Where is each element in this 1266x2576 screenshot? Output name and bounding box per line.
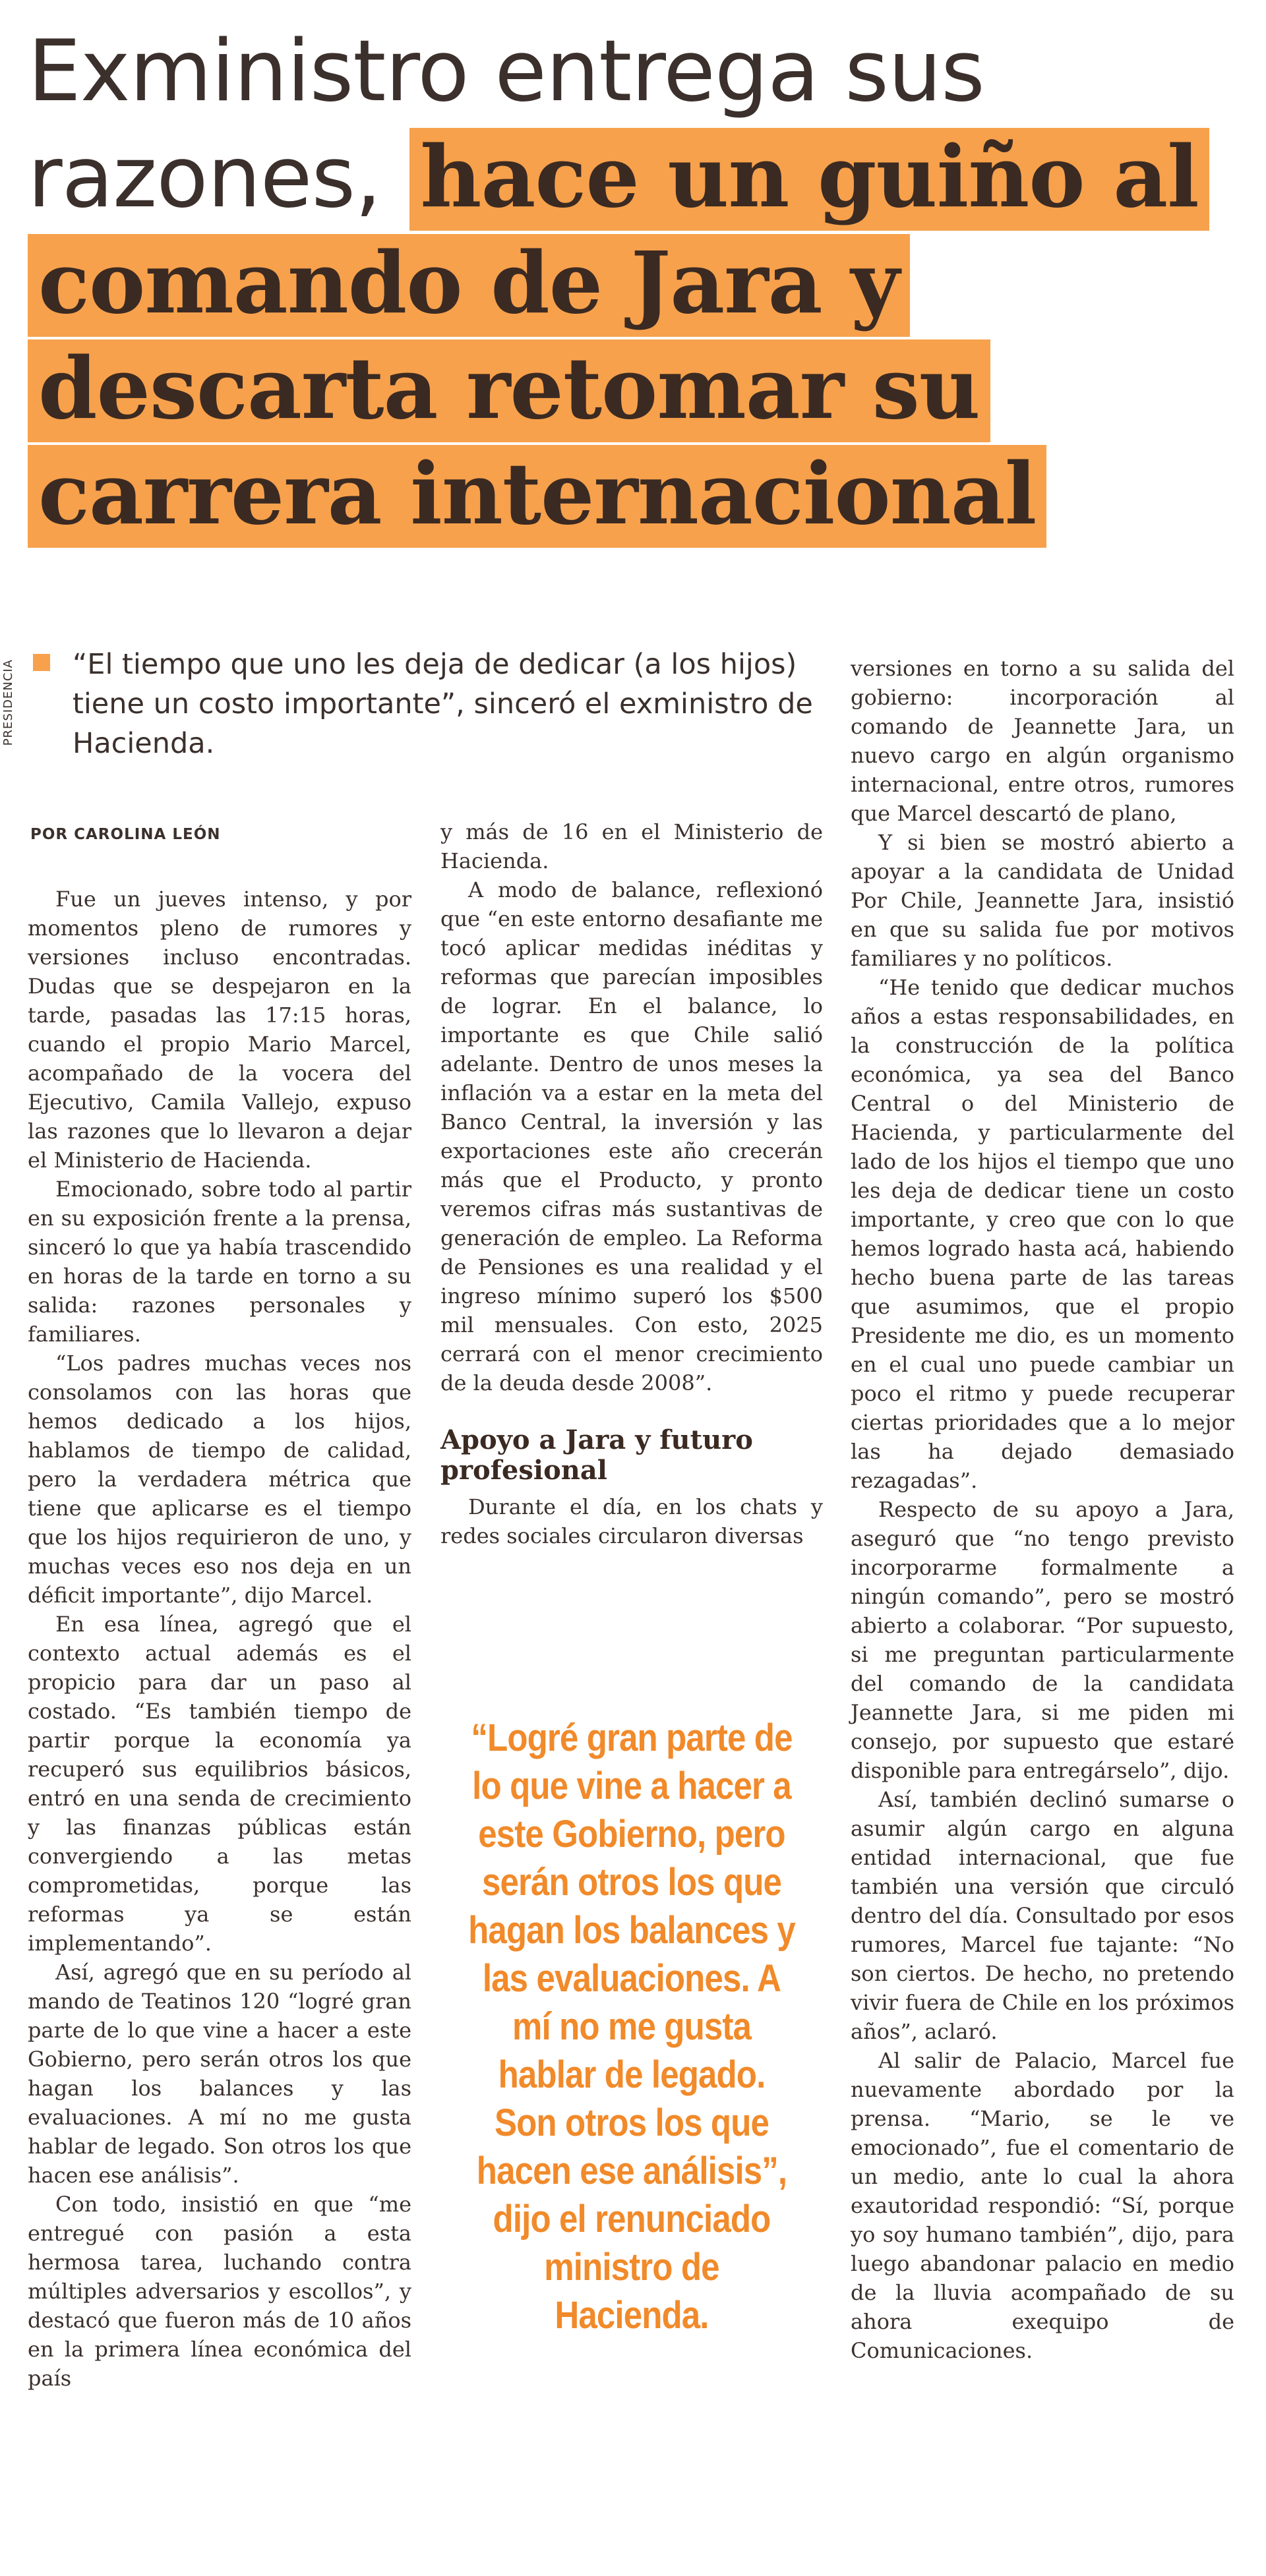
paragraph: versiones en torno a su salida del gobierno: incorporación al comando de Jeannette Jara, un nuevo cargo en algún organismo internacional, entre otros, rumores que Marcel descartó de plano, (851, 656, 1234, 826)
paragraph: Así, agregó que en su período al mando de Teatinos 120 “logré gran parte de lo que vine a hacer a este Gobierno, pero serán otros los que hagan los balances y las evaluaciones. A mí no me gusta hablar de legado. Son otros los que hacen ese análisis”. (28, 1960, 411, 2188)
deck (33, 645, 824, 763)
paragraph: y más de 16 en el Ministerio de Hacienda. (440, 819, 823, 873)
paragraph: Respecto de su apoyo a Jara, aseguró que “no tengo previsto incorporarme formalmente a ningún comando”, pero se mostró abierto a colaborar. “Por supuesto, si me preguntan particularmente del comando de la candidata Jeannette Jara, si me piden mi consejo, por supuesto que estaré disponible para entregárselo”, dijo. (851, 1497, 1234, 1783)
headline (28, 18, 1228, 547)
paragraph: Al salir de Palacio, Marcel fue nuevamente abordado por la prensa. “Mario, se le ve emocionado”, fue el comentario de un medio, ante lo cual la ahora exautoridad respondió: “Sí, porque yo soy humano también”, dijo, para luego abandonar palacio en medio de la lluvia acompañado de su ahora exequipo de Comunicaciones. (851, 2048, 1234, 2363)
paragraph: Con todo, insistió en que “me entregué con pasión a esta hermosa tarea, luchando contra múltiples adversarios y escollos”, y destacó que fueron más de 10 años en la primera línea económica del país (28, 2192, 411, 2391)
column-1 (28, 885, 411, 2393)
paragraph: Así, también declinó sumarse o asumir algún cargo en alguna entidad internacional, que fue también una versión que circuló dentro del día. Consultado por esos rumores, Marcel fue tajante: “No son ciertos. De hecho, no pretendo vivir fuera de Chile en los próximos años”, aclaró. (851, 1787, 1234, 2044)
paragraph: Y si bien se mostró abierto a apoyar a la candidata de Unidad Por Chile, Jeannette Jara, insistió en que su salida fue por motivos familiares y no políticos. (851, 830, 1234, 971)
paragraph: En esa línea, agregó que el contexto actual además es el propicio para dar un paso al costado. “Es también tiempo de partir porque la economía ya recuperó sus equilibrios básicos, entró en una senda de crecimiento y las finanzas públicas están convergiendo a las metas comprometidas, porque las reformas ya se están implementando”. (28, 1612, 411, 1956)
paragraph: Durante el día, en los chats y redes sociales circularon diversas (440, 1494, 823, 1548)
pull-quote: “Logré gran parte de lo que vine a hacer a este Gobierno, pero serán otros los que hagan los balances y las evaluaciones. A mí no me gusta hablar de legado. Son otros los que hacen ese análisis”, dijo el renunciado ministro de Hacienda. (468, 1716, 795, 2337)
bullet-square-icon (33, 654, 50, 671)
headline-highlight: hace un guiño al comando de Jara y descarta retomar su carrera internacional (28, 128, 1209, 548)
paragraph: A modo de balance, reflexionó que “en este entorno desafiante me tocó aplicar medidas inéditas y reformas que parecían imposibles de lograr. En el balance, lo importante es que Chile salió adelante. Dentro de unos meses la inflación va a estar en la meta del Banco Central, la inversión y las exportaciones este año crecerán más que el Producto, y pronto veremos cifras más sustantivas de generación de empleo. La Reforma de Pensiones es una realidad y el ingreso mínimo superó los $500 mil mensuales. Con esto, 2025 cerrará con el menor crecimiento de la deuda desde 2008”. (440, 877, 823, 1395)
paragraph: “He tenido que dedicar muchos años a estas responsabilidades, en la construcción de la política económica, ya sea del Banco Central o del Ministerio de Hacienda, y particularmente del lado de los hijos el tiempo que uno les deja de dedicar tiene un costo importante, y creo que con lo que hemos logrado hasta acá, habiendo hecho buena parte de las tareas que asumimos, que el propio Presidente me dio, es un momento en el cual uno puede cambiar un poco el ritmo y puede recuperar ciertas prioridades que a lo mejor las ha dejado demasiado rezagadas”. (851, 975, 1234, 1493)
column-3 (851, 654, 1234, 2365)
headline-lead: Exministro entrega sus razones, (28, 22, 984, 227)
paragraph: Emocionado, sobre todo al partir en su exposición frente a la prensa, sinceró lo que ya había trascendido en horas de la tarde en torno a su salida: razones personales y familiares. (28, 1177, 411, 1347)
column-2 (440, 817, 823, 1550)
paragraph: “Los padres muchas veces nos consolamos con las horas que hemos dedicado a los hijos, hablamos de tiempo de calidad, pero la verdadera métrica que tiene que aplicarse es el tiempo que los hijos requirieron de uno, y muchas veces eso nos deja en un déficit importante”, dijo Marcel. (28, 1351, 411, 1608)
paragraph: Fue un jueves intenso, y por momentos pleno de rumores y versiones incluso encontradas. Dudas que se despejaron en la tarde, pasadas las 17:15 horas, cuando el propio Mario Marcel, acompañado de la vocera del Ejecutivo, Camila Vallejo, expuso las razones que lo llevaron a dejar el Ministerio de Hacienda. (28, 887, 411, 1173)
byline: POR CAROLINA LEÓN (30, 826, 221, 843)
photo-credit: PRESIDENCIA (1, 659, 15, 746)
deck-text: “El tiempo que uno les deja de dedicar (a los hijos) tiene un costo importante”, sinceró el exministro de Hacienda. (73, 648, 813, 760)
section-subhead: Apoyo a Jara y futuro profesional (440, 1424, 753, 1486)
